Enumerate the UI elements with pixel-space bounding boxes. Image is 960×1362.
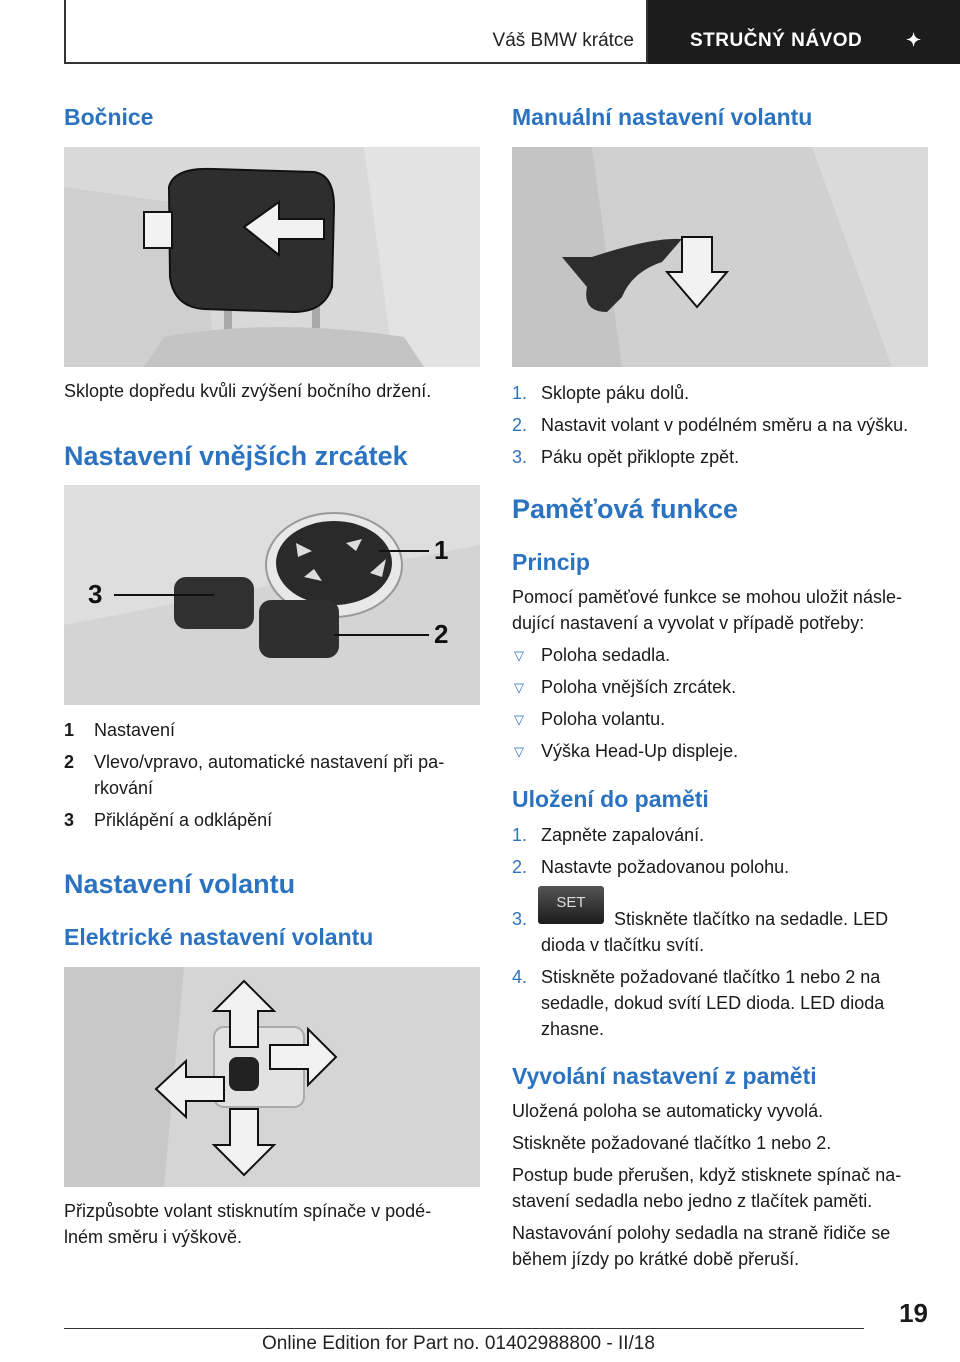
recall-text: stavení sedadla nebo jedno z tlačítek paměti. [512, 1191, 873, 1211]
save-item-text: sedadle, dokud svítí LED dioda. LED dioda [541, 993, 885, 1013]
page-header [64, 0, 960, 64]
save-item-text: Stiskněte požadované tlačítko 1 nebo 2 na [541, 967, 881, 987]
mirror-controls-image [64, 485, 480, 705]
mirror-label-3: 3 [88, 579, 103, 609]
set-button-label: SET [538, 886, 604, 924]
manual-item-text: Páku opět přiklopte zpět. [541, 447, 740, 467]
bullet-item: Poloha volantu. [541, 709, 666, 729]
header-right-tab [648, 0, 960, 64]
bocnice-heading: Bočnice [64, 104, 154, 130]
save-item-num: 4. [512, 967, 528, 987]
bullet-triangle-icon: ▽ [514, 648, 524, 663]
mirror-item-text: Nastavení [94, 720, 176, 740]
footer-edition: Online Edition for Part no. 01402988800 - II/18 [262, 1333, 655, 1354]
manual-item-num: 2. [512, 415, 528, 435]
set-button-image [538, 886, 604, 924]
electric-text-line2: lném směru i výškově. [64, 1227, 243, 1247]
principle-text-line2: dující nastavení a vyvolat v případě potřeby: [512, 613, 865, 633]
mirror-item-text: Vlevo/vpravo, automatické nastavení při pa‐ [94, 752, 445, 772]
recall-text: Nastavování polohy sedadla na straně řidiče se [512, 1223, 891, 1243]
save-item-text: Nastavte požadovanou polohu. [541, 857, 790, 877]
electric-text-line1: Přizpůsobte volant stisknutím spínače v podé‐ [64, 1201, 432, 1221]
manual-item-num: 3. [512, 447, 528, 467]
save-item-text: zhasne. [541, 1019, 605, 1039]
mirror-item-num: 2 [64, 752, 75, 772]
mirror-item-text: rkování [94, 778, 154, 798]
recall-text: během jízdy po krátké době přeruší. [512, 1249, 800, 1269]
manual-lever-image [512, 147, 928, 367]
header-left-title: Váš BMW krátce [492, 30, 634, 51]
mirror-label-2: 2 [434, 619, 449, 649]
bullet-item: Výška Head-Up displeje. [541, 741, 739, 761]
memory-heading: Paměťová funkce [512, 494, 739, 524]
save-item-text: Zapněte zapalování. [541, 825, 705, 845]
save-item-text: dioda v tlačítku svítí. [541, 935, 705, 955]
mirrors-heading: Nastavení vnějších zrcátek [64, 441, 408, 471]
principle-heading: Princip [512, 549, 590, 575]
recall-text: Stiskněte požadované tlačítko 1 nebo 2. [512, 1133, 832, 1153]
electric-steering-image [64, 967, 480, 1187]
header-right-title: STRUČNÝ NÁVOD [690, 30, 863, 51]
save-item-num: 1. [512, 825, 528, 845]
footer-divider [64, 1328, 864, 1329]
steering-heading: Nastavení volantu [64, 869, 296, 899]
manual-item-text: Nastavit volant v podélném směru a na výšku. [541, 415, 909, 435]
manual-item-num: 1. [512, 383, 528, 403]
recall-text: Postup bude přerušen, když stisknete spínač na‐ [512, 1165, 902, 1185]
mirror-item-text: Přiklápění a odklápění [94, 810, 273, 830]
headrest-image [64, 147, 480, 367]
manual-item-text: Sklopte páku dolů. [541, 383, 690, 403]
save-item-num: 2. [512, 857, 528, 877]
pin-icon: ✦ [906, 30, 922, 50]
bullet-triangle-icon: ▽ [514, 744, 524, 759]
principle-text-line1: Pomocí paměťové funkce se mohou uložit násle‐ [512, 587, 902, 607]
save-item-text: Stiskněte tlačítko na sedadle. LED [614, 909, 889, 929]
mirror-item-num: 1 [64, 720, 75, 740]
header-left-tab [64, 0, 648, 64]
bullet-item: Poloha vnějších zrcátek. [541, 677, 737, 697]
bullet-triangle-icon: ▽ [514, 712, 524, 727]
bullet-triangle-icon: ▽ [514, 680, 524, 695]
recall-heading: Vyvolání nastavení z paměti [512, 1063, 817, 1089]
save-heading: Uložení do paměti [512, 786, 709, 812]
electric-heading: Elektrické nastavení volantu [64, 924, 374, 950]
mirror-label-1: 1 [434, 535, 449, 565]
manual-heading: Manuální nastavení volantu [512, 104, 813, 130]
bullet-item: Poloha sedadla. [541, 645, 671, 665]
save-item-num: 3. [512, 909, 528, 929]
bocnice-text: Sklopte dopředu kvůli zvýšení bočního držení. [64, 381, 432, 401]
recall-text: Uložená poloha se automaticky vyvolá. [512, 1101, 824, 1121]
page-number: 19 [899, 1298, 928, 1328]
mirror-item-num: 3 [64, 810, 75, 830]
